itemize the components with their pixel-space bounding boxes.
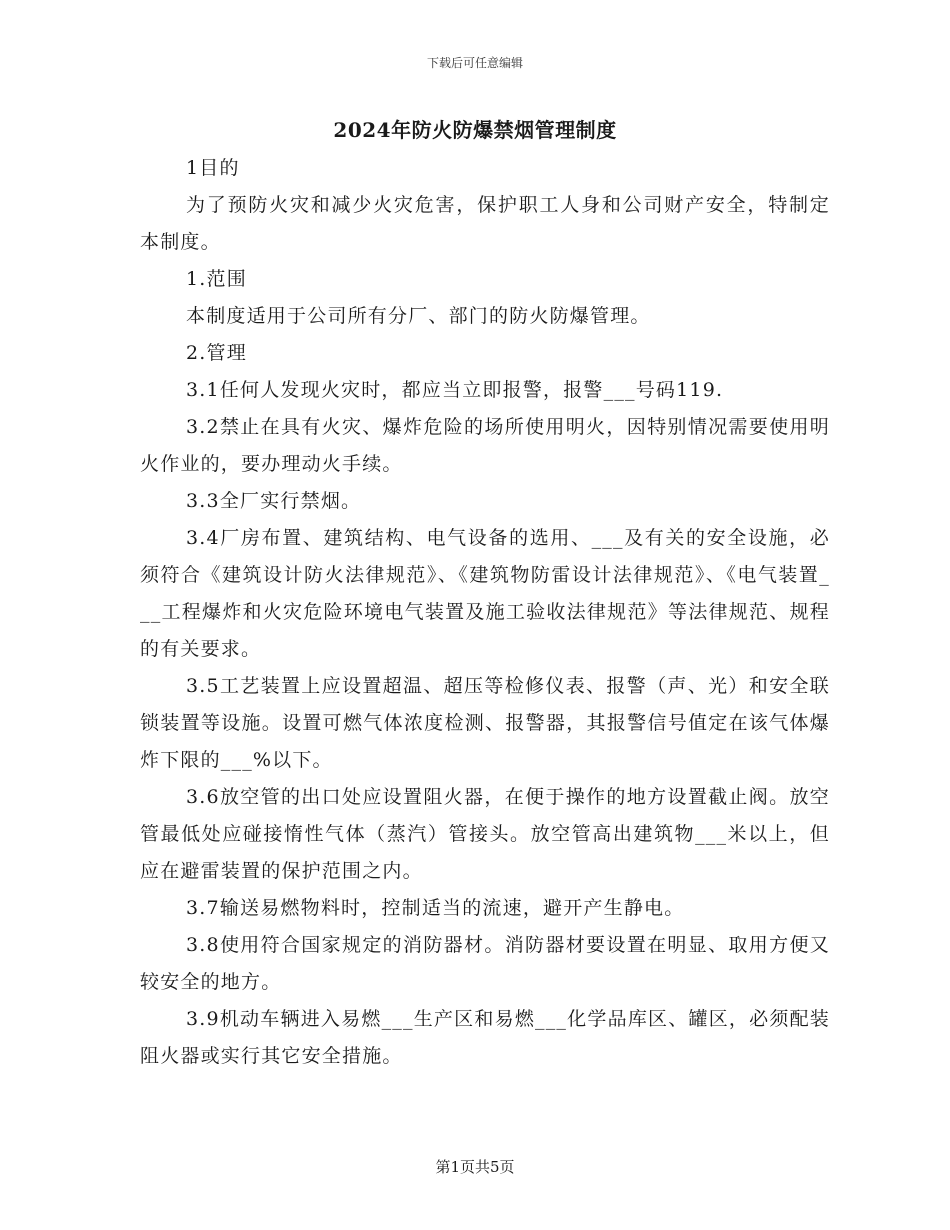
clause-3-9: 3.9机动车辆进入易燃___生产区和易燃___化学品库区、罐区，必须配装阻火器或实行其它安全措施。 [140, 1008, 830, 1067]
document-body [140, 150, 830, 1075]
clause-3-8: 3.8使用符合国家规定的消防器材。消防器材要设置在明显、取用方便又较安全的地方。 [140, 934, 830, 993]
header-note: 下载后可任意编辑 [426, 56, 523, 70]
document-title: 2024年防火防爆禁烟管理制度 [333, 118, 617, 142]
clause-3-1: 3.1任何人发现火灾时，都应当立即报警，报警___号码119. [186, 379, 724, 401]
page-number: 第1页共5页 [435, 1158, 515, 1176]
section-management-heading: 2.管理 [186, 342, 247, 364]
clause-3-6: 3.6放空管的出口处应设置阻火器，在便于操作的地方设置截止阀。放空管最低处应碰接惰性气体（蒸汽）管接头。放空管高出建筑物___米以上，但应在避雷装置的保护范围之内。 [140, 786, 830, 882]
clause-3-5: 3.5工艺装置上应设置超温、超压等检修仪表、报警（声、光）和安全联锁装置等设施。设置可燃气体浓度检测、报警器，其报警信号值定在该气体爆炸下限的___%以下。 [140, 675, 830, 771]
scope-paragraph: 本制度适用于公司所有分厂、部门的防火防爆管理。 [186, 305, 651, 327]
clause-3-2: 3.2禁止在具有火灾、爆炸危险的场所使用明火，因特别情况需要使用明火作业的，要办理动火手续。 [140, 416, 830, 475]
section-purpose-heading: 1目的 [186, 157, 240, 179]
purpose-paragraph: 为了预防火灾和减少火灾危害，保护职工人身和公司财产安全，特制定本制度。 [140, 194, 830, 253]
section-scope-heading: 1.范围 [186, 268, 247, 290]
clause-3-4: 3.4厂房布置、建筑结构、电气设备的选用、___及有关的安全设施，必须符合《建筑设计防火法律规范》、《建筑物防雷设计法律规范》、《电气装置___工程爆炸和火灾危险环境电气装置及施工验收法律规范》等法律规范、规程的有关要求。 [140, 527, 830, 660]
clause-3-3: 3.3全厂实行禁烟。 [186, 490, 362, 512]
clause-3-7: 3.7输送易燃物料时，控制适当的流速，避开产生静电。 [186, 897, 685, 919]
